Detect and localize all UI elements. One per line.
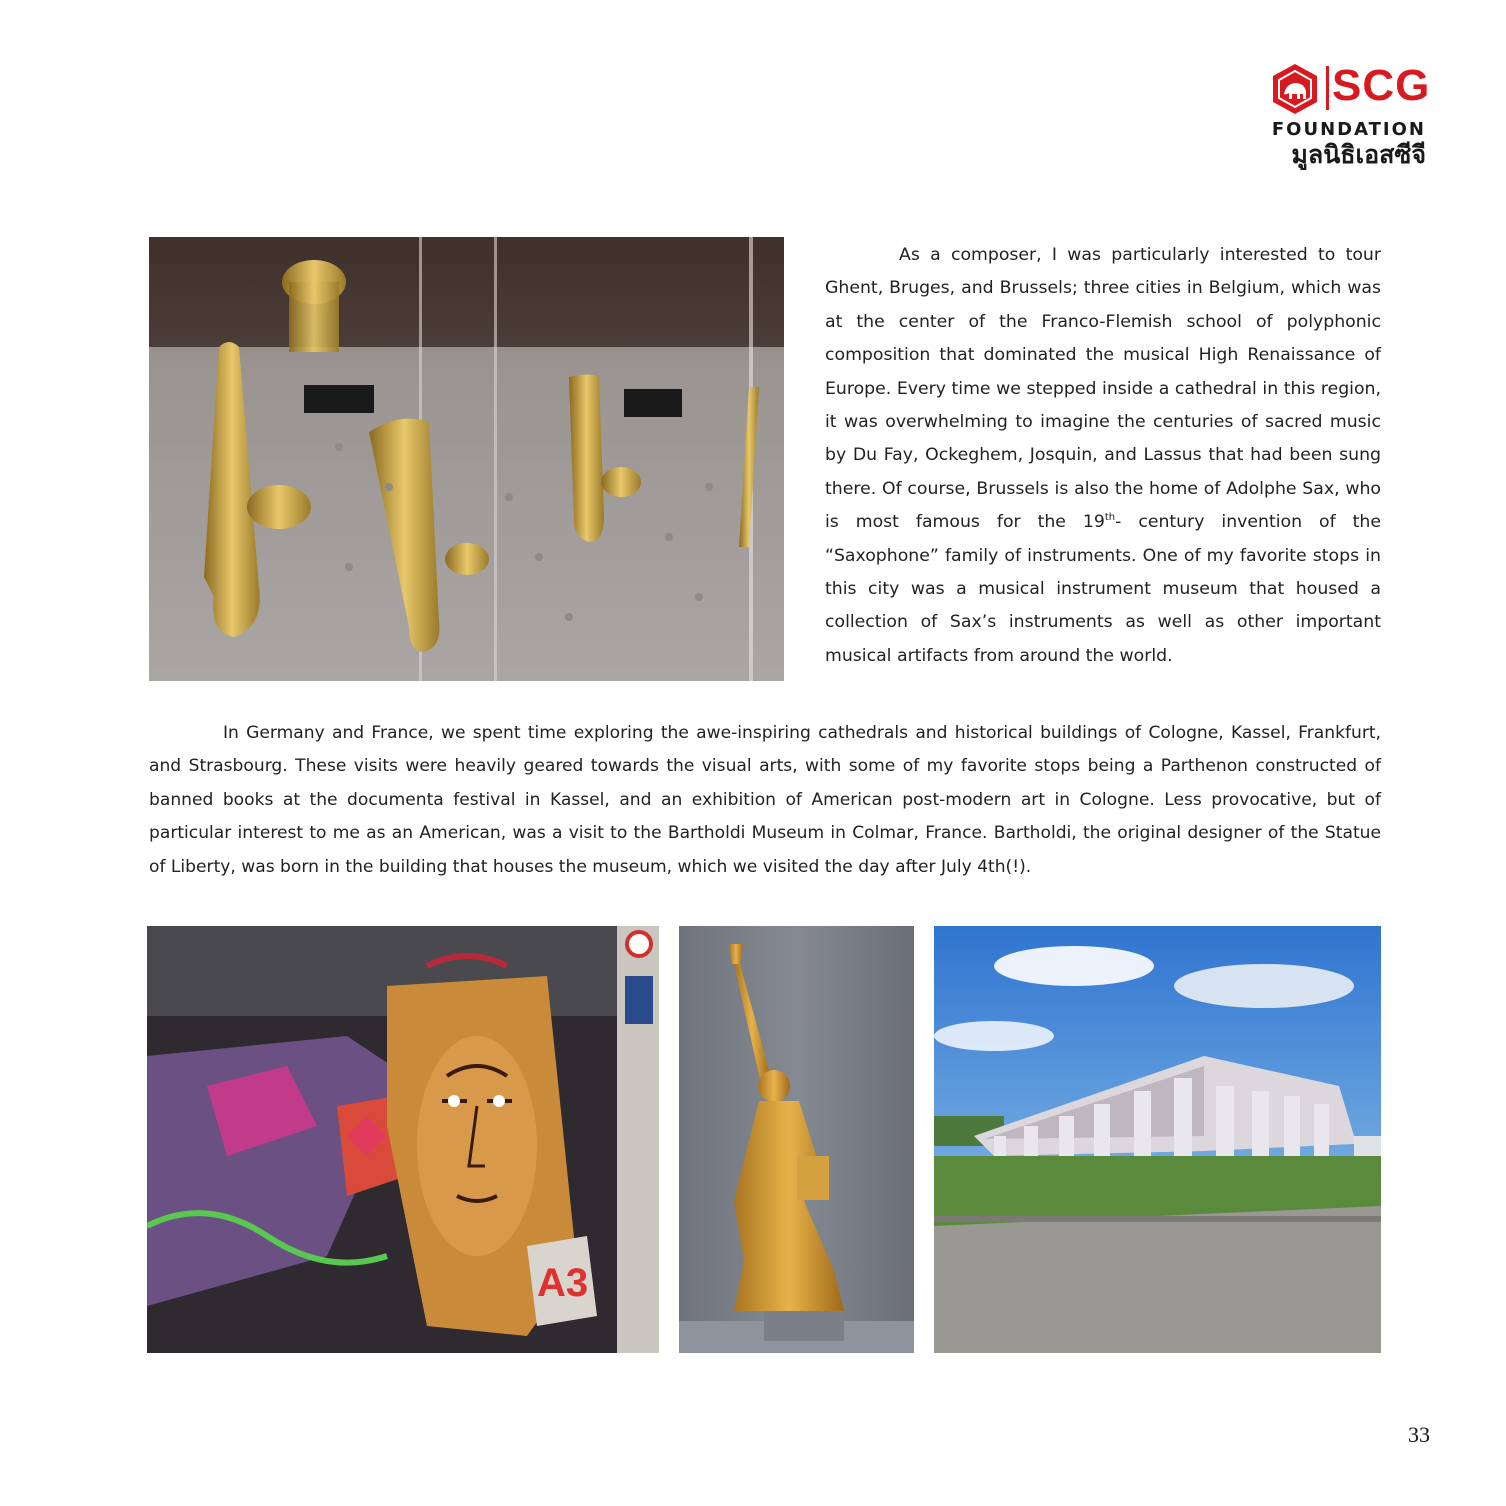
paragraph-germany-france: In Germany and France, we spent time exploring the awe-inspiring cathedrals and historical buildings of Cologne, Kassel, Frankfurt, and Strasbourg. These visits were heavily geared towards the visual arts, with some of my favorite stops being a Parthenon constructed of banned books at the documenta festival in Kassel, and an exhibition of American post-modern art in Cologne. Less provocative, but of particular interest to me as an American, was a visit to the Bartholdi Museum in Colmar, France. Bartholdi, the original designer of the Statue of Liberty, was born in the building that houses the museum, which we visited the day after July 4th(!). xyxy=(149,723,1381,877)
page-number: 33 xyxy=(1408,1422,1430,1447)
liberty-statue-photo xyxy=(679,926,914,1353)
saxophone-museum-photo xyxy=(149,237,784,681)
logo-thai-text: มูลนิธิเอสซีจี xyxy=(1291,140,1426,169)
elephant-hexagon-icon xyxy=(1268,62,1322,116)
scg-foundation-logo xyxy=(1268,61,1431,172)
parthenon-of-books-photo xyxy=(934,926,1381,1353)
paragraph-belgium xyxy=(825,239,1381,673)
paragraph-belgium-text-a: As a composer, I was particularly interested to tour Ghent, Bruges, and Brussels; three cities in Belgium, which was at the center of the Franco-Flemish school of polyphonic composition that dominated the musical High Renaissance of Europe. Every time we stepped inside a cathedral in this region, it was overwhelming to imagine the centuries of sacred music by Du Fay, Ockeghem, Josquin, and Lassus that had been sung there. Of course, Brussels is also the home of Adolphe Sax, who is most famous for the 19 xyxy=(825,245,1381,533)
graffiti-wall-photo xyxy=(147,926,659,1353)
svg-text:A3: A3 xyxy=(537,1261,589,1305)
ordinal-suffix: th xyxy=(1104,512,1116,524)
logo-subtitle: FOUNDATION xyxy=(1271,119,1426,140)
paragraph-belgium-text-b: - century invention of the “Saxophone” family of instruments. One of my favorite stops in this city was a musical instrument museum that housed a collection of Sax’s instruments as well as other important musical artifacts from around the world. xyxy=(825,512,1381,666)
logo-divider xyxy=(1326,66,1329,110)
logo-brand-text: SCG xyxy=(1332,61,1431,110)
